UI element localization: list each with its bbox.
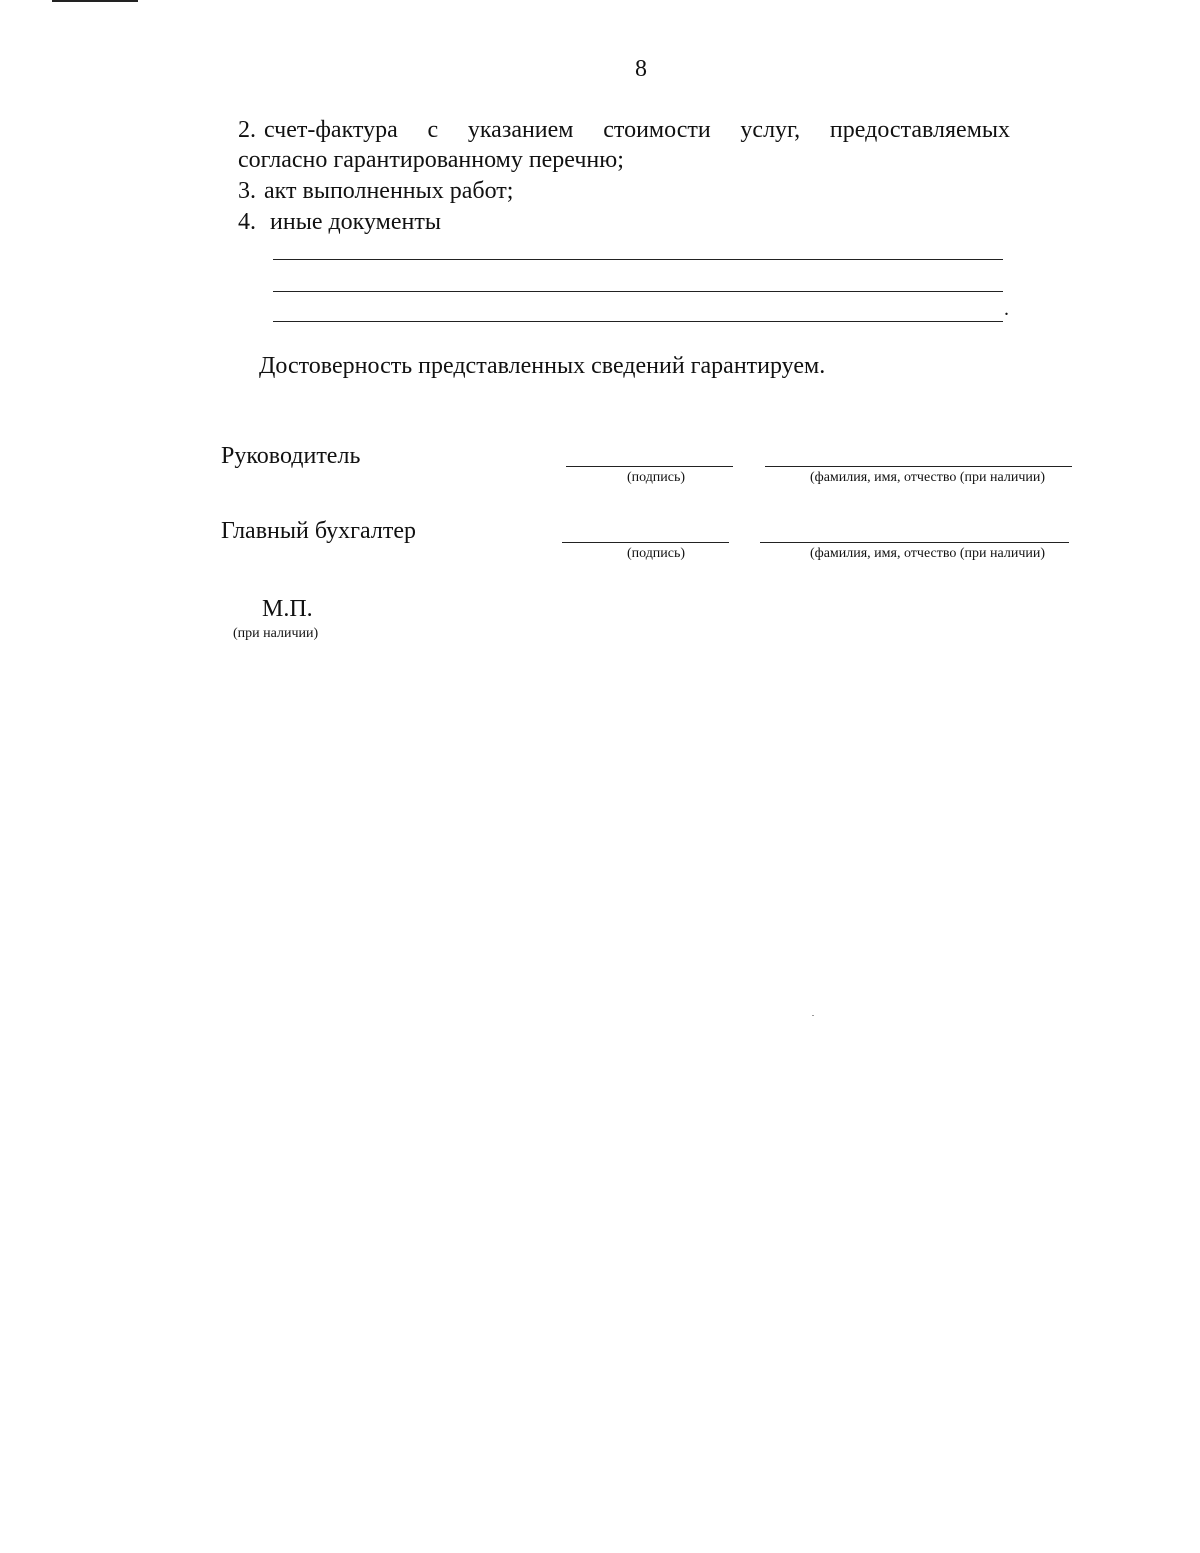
list-item-4-text: иные документы: [270, 209, 441, 235]
list-item-2-line2: согласно гарантированному перечню;: [238, 147, 624, 173]
chief-accountant-signature-caption: (подпись): [626, 546, 686, 561]
chief-accountant-signature-line: [562, 542, 729, 543]
chief-accountant-role-label: Главный бухгалтер: [221, 518, 416, 544]
list-item-2-text: счет-фактура с указанием стоимости услуг, предоставляемых: [264, 117, 1010, 143]
head-signature-caption: (подпись): [626, 470, 686, 485]
scan-speck: [812, 1015, 814, 1016]
stamp-place-note: (при наличии): [233, 626, 319, 641]
other-documents-blank-line-3: [273, 321, 1003, 322]
list-item-3: [238, 176, 513, 206]
list-item-2: [238, 115, 1010, 175]
guarantee-statement: Достоверность представленных сведений гарантируем.: [259, 353, 826, 379]
list-item-3-number: 3.: [238, 178, 256, 204]
head-name-line: [765, 466, 1072, 467]
chief-accountant-name-line: [760, 542, 1069, 543]
chief-accountant-name-caption: (фамилия, имя, отчество (при наличии): [809, 546, 1046, 561]
other-documents-blank-line-2: [273, 291, 1003, 292]
page-number: 8: [635, 56, 647, 82]
other-documents-blank-line-1: [273, 259, 1003, 260]
scan-corner-mark: [52, 0, 138, 2]
list-item-4-number: 4.: [238, 209, 256, 235]
list-item-3-text: акт выполненных работ;: [264, 178, 514, 204]
head-signature-line: [566, 466, 733, 467]
list-item-2-number: 2.: [238, 117, 256, 143]
list-item-2-line1: [238, 115, 1010, 145]
head-role-label: Руководитель: [221, 443, 361, 469]
head-name-caption: (фамилия, имя, отчество (при наличии): [809, 470, 1046, 485]
blank-end-period: .: [1004, 298, 1009, 320]
list-item-4: [238, 207, 441, 237]
stamp-place-label: М.П.: [262, 596, 313, 622]
